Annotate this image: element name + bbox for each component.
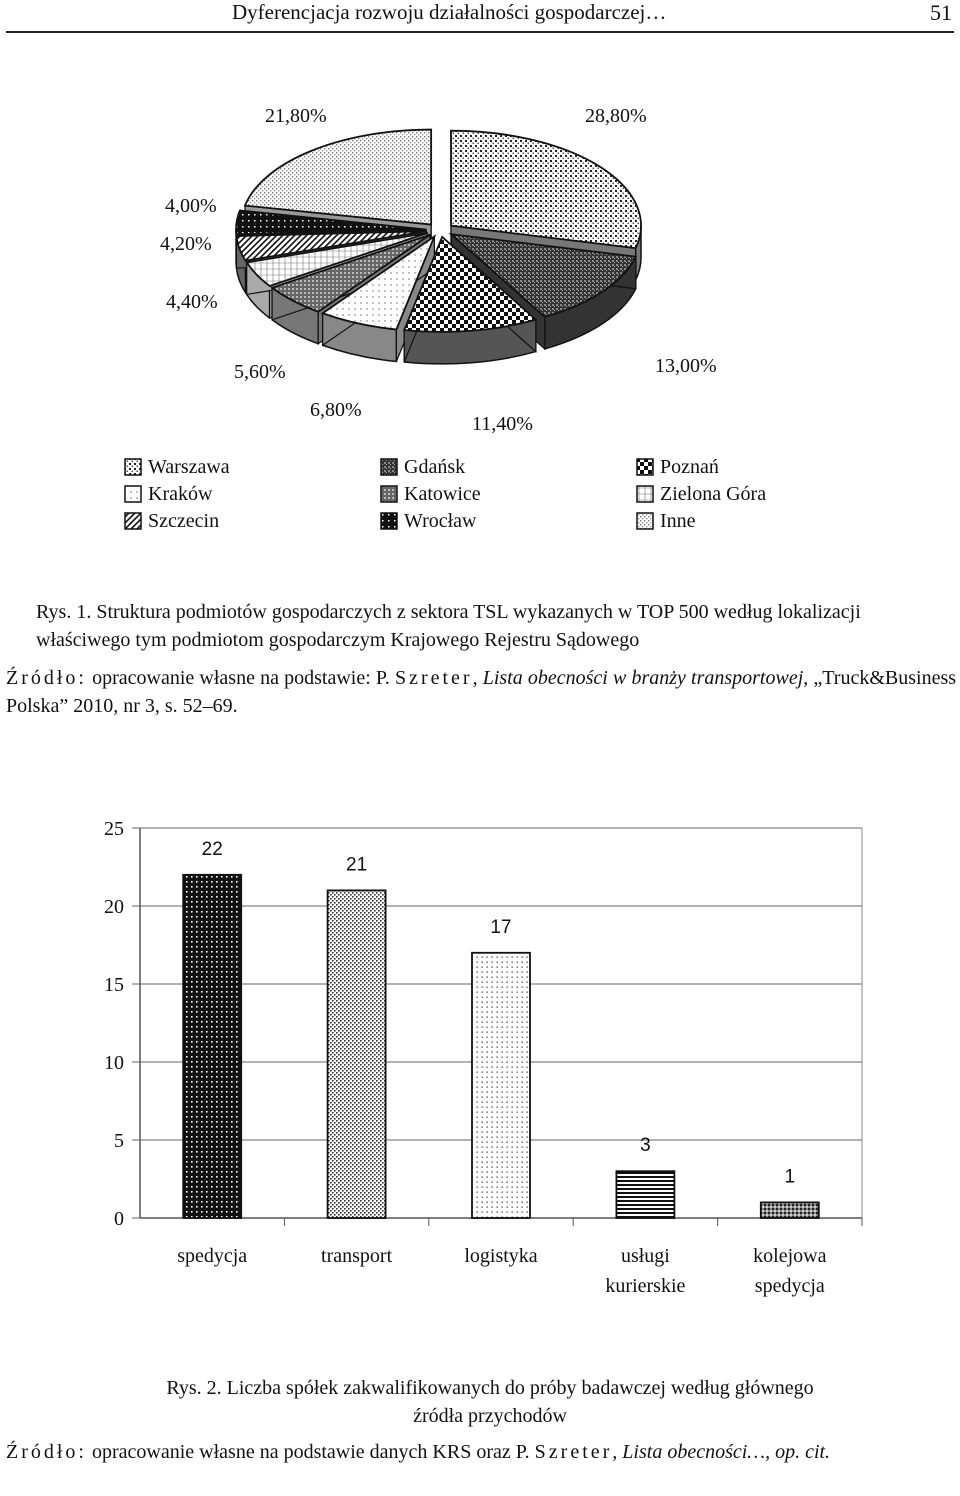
source-label: Źródło: <box>6 1441 87 1463</box>
pie-chart <box>0 80 960 460</box>
data-label: 22 <box>201 838 223 860</box>
x-tick-label: spedycja <box>754 1275 825 1297</box>
data-label: 3 <box>640 1135 651 1157</box>
legend-label: Warszawa <box>148 455 230 478</box>
swatch-gdansk <box>380 458 398 476</box>
y-tick-label: 0 <box>114 1208 124 1230</box>
pie-label-szczecin: 4,20% <box>160 233 212 255</box>
source-author: Szreter <box>534 1441 613 1463</box>
swatch-warszawa <box>124 458 142 476</box>
figure-1-caption: Rys. 1. Struktura podmiotów gospodarczych z sektora TSL wykazanych w TOP 500 według lokalizacji właściwego tym podmiotom gospodarczym Krajowego Rejestru Sądowego <box>36 601 861 651</box>
pie-label-wroclaw: 4,00% <box>165 195 217 217</box>
data-label: 1 <box>784 1166 796 1188</box>
pie-slices <box>236 130 641 364</box>
legend-item-poznan <box>636 454 844 480</box>
y-tick-label: 20 <box>104 896 124 918</box>
header-rule <box>6 31 954 33</box>
x-tick-label: logistyka <box>464 1245 538 1267</box>
bar-2 <box>472 953 530 1218</box>
pie-label-inne: 21,80% <box>265 105 327 127</box>
bar-0 <box>183 875 241 1218</box>
source-title: , Lista obecności w branży transportowej, <box>472 667 809 689</box>
legend-item-zielona-gora <box>636 481 844 507</box>
source-rest: „Truck&Business Polska” 2010, nr 3, s. 52–69. <box>6 667 957 717</box>
y-tick-label: 10 <box>104 1052 124 1074</box>
legend-item-gdansk <box>380 454 636 480</box>
pie-label-gdansk: 13,00% <box>655 355 717 377</box>
pie-label-katowice: 5,60% <box>234 361 286 383</box>
y-tick-label: 25 <box>104 818 124 840</box>
swatch-szczecin <box>124 512 142 530</box>
bar-4 <box>761 1202 819 1218</box>
swatch-zielona-gora <box>636 485 654 503</box>
x-tick-label: usługi <box>620 1245 670 1267</box>
y-tick-label: 5 <box>114 1130 124 1152</box>
source-author: Szreter <box>394 667 473 689</box>
swatch-inne <box>636 512 654 530</box>
page-number: 51 <box>930 0 952 25</box>
x-tick-label: transport <box>321 1245 393 1267</box>
legend-item-inne <box>636 508 844 534</box>
legend-label: Zielona Góra <box>660 482 767 505</box>
legend-item-katowice <box>380 481 636 507</box>
bar-3 <box>616 1171 674 1218</box>
pie-label-zielona: 4,40% <box>166 291 218 313</box>
pie-label-krakow: 6,80% <box>310 399 362 421</box>
swatch-katowice <box>380 485 398 503</box>
figure-2-source <box>6 1438 956 1466</box>
legend-label: Szczecin <box>148 509 220 532</box>
x-tick-label: kolejowa <box>753 1245 827 1267</box>
legend-label: Inne <box>660 509 696 532</box>
pie-label-warszawa: 28,80% <box>585 105 647 127</box>
data-label: 21 <box>346 854 368 876</box>
legend-label: Gdańsk <box>404 455 466 478</box>
x-tick-label: spedycja <box>177 1245 248 1267</box>
bar-chart <box>0 800 960 1320</box>
bar-1 <box>328 890 386 1218</box>
running-header-title: Dyferencjacja rozwoju działalności gospodarczej… <box>232 0 667 24</box>
x-tick-label: kurierskie <box>605 1275 686 1297</box>
legend-item-krakow <box>124 481 380 507</box>
swatch-wroclaw <box>380 512 398 530</box>
legend-item-wroclaw <box>380 508 636 534</box>
figure-2-caption <box>90 1374 890 1430</box>
data-label: 17 <box>490 916 512 938</box>
y-tick-label: 15 <box>104 974 124 996</box>
figure-1-source <box>6 664 956 720</box>
legend-label: Katowice <box>404 482 481 505</box>
source-title: , Lista obecności…, op. cit. <box>612 1441 831 1463</box>
swatch-poznan <box>636 458 654 476</box>
pie-legend <box>124 454 844 534</box>
legend-label: Poznań <box>660 455 719 478</box>
legend-label: Kraków <box>148 482 213 505</box>
figure-2-caption-line-1: Rys. 2. Liczba spółek zakwalifikowanych do próby badawczej według głównego <box>166 1377 814 1399</box>
legend-label: Wrocław <box>404 509 477 532</box>
swatch-krakow <box>124 485 142 503</box>
figure-2-caption-line-2: źródła przychodów <box>413 1405 567 1427</box>
legend-item-szczecin <box>124 508 380 534</box>
legend-item-warszawa <box>124 454 380 480</box>
pie-label-poznan: 11,40% <box>472 413 533 435</box>
source-text: opracowanie własne na podstawie: P. <box>87 667 395 689</box>
source-label: Źródło: <box>6 667 87 689</box>
source-text: opracowanie własne na podstawie danych KRS oraz P. <box>87 1441 535 1463</box>
